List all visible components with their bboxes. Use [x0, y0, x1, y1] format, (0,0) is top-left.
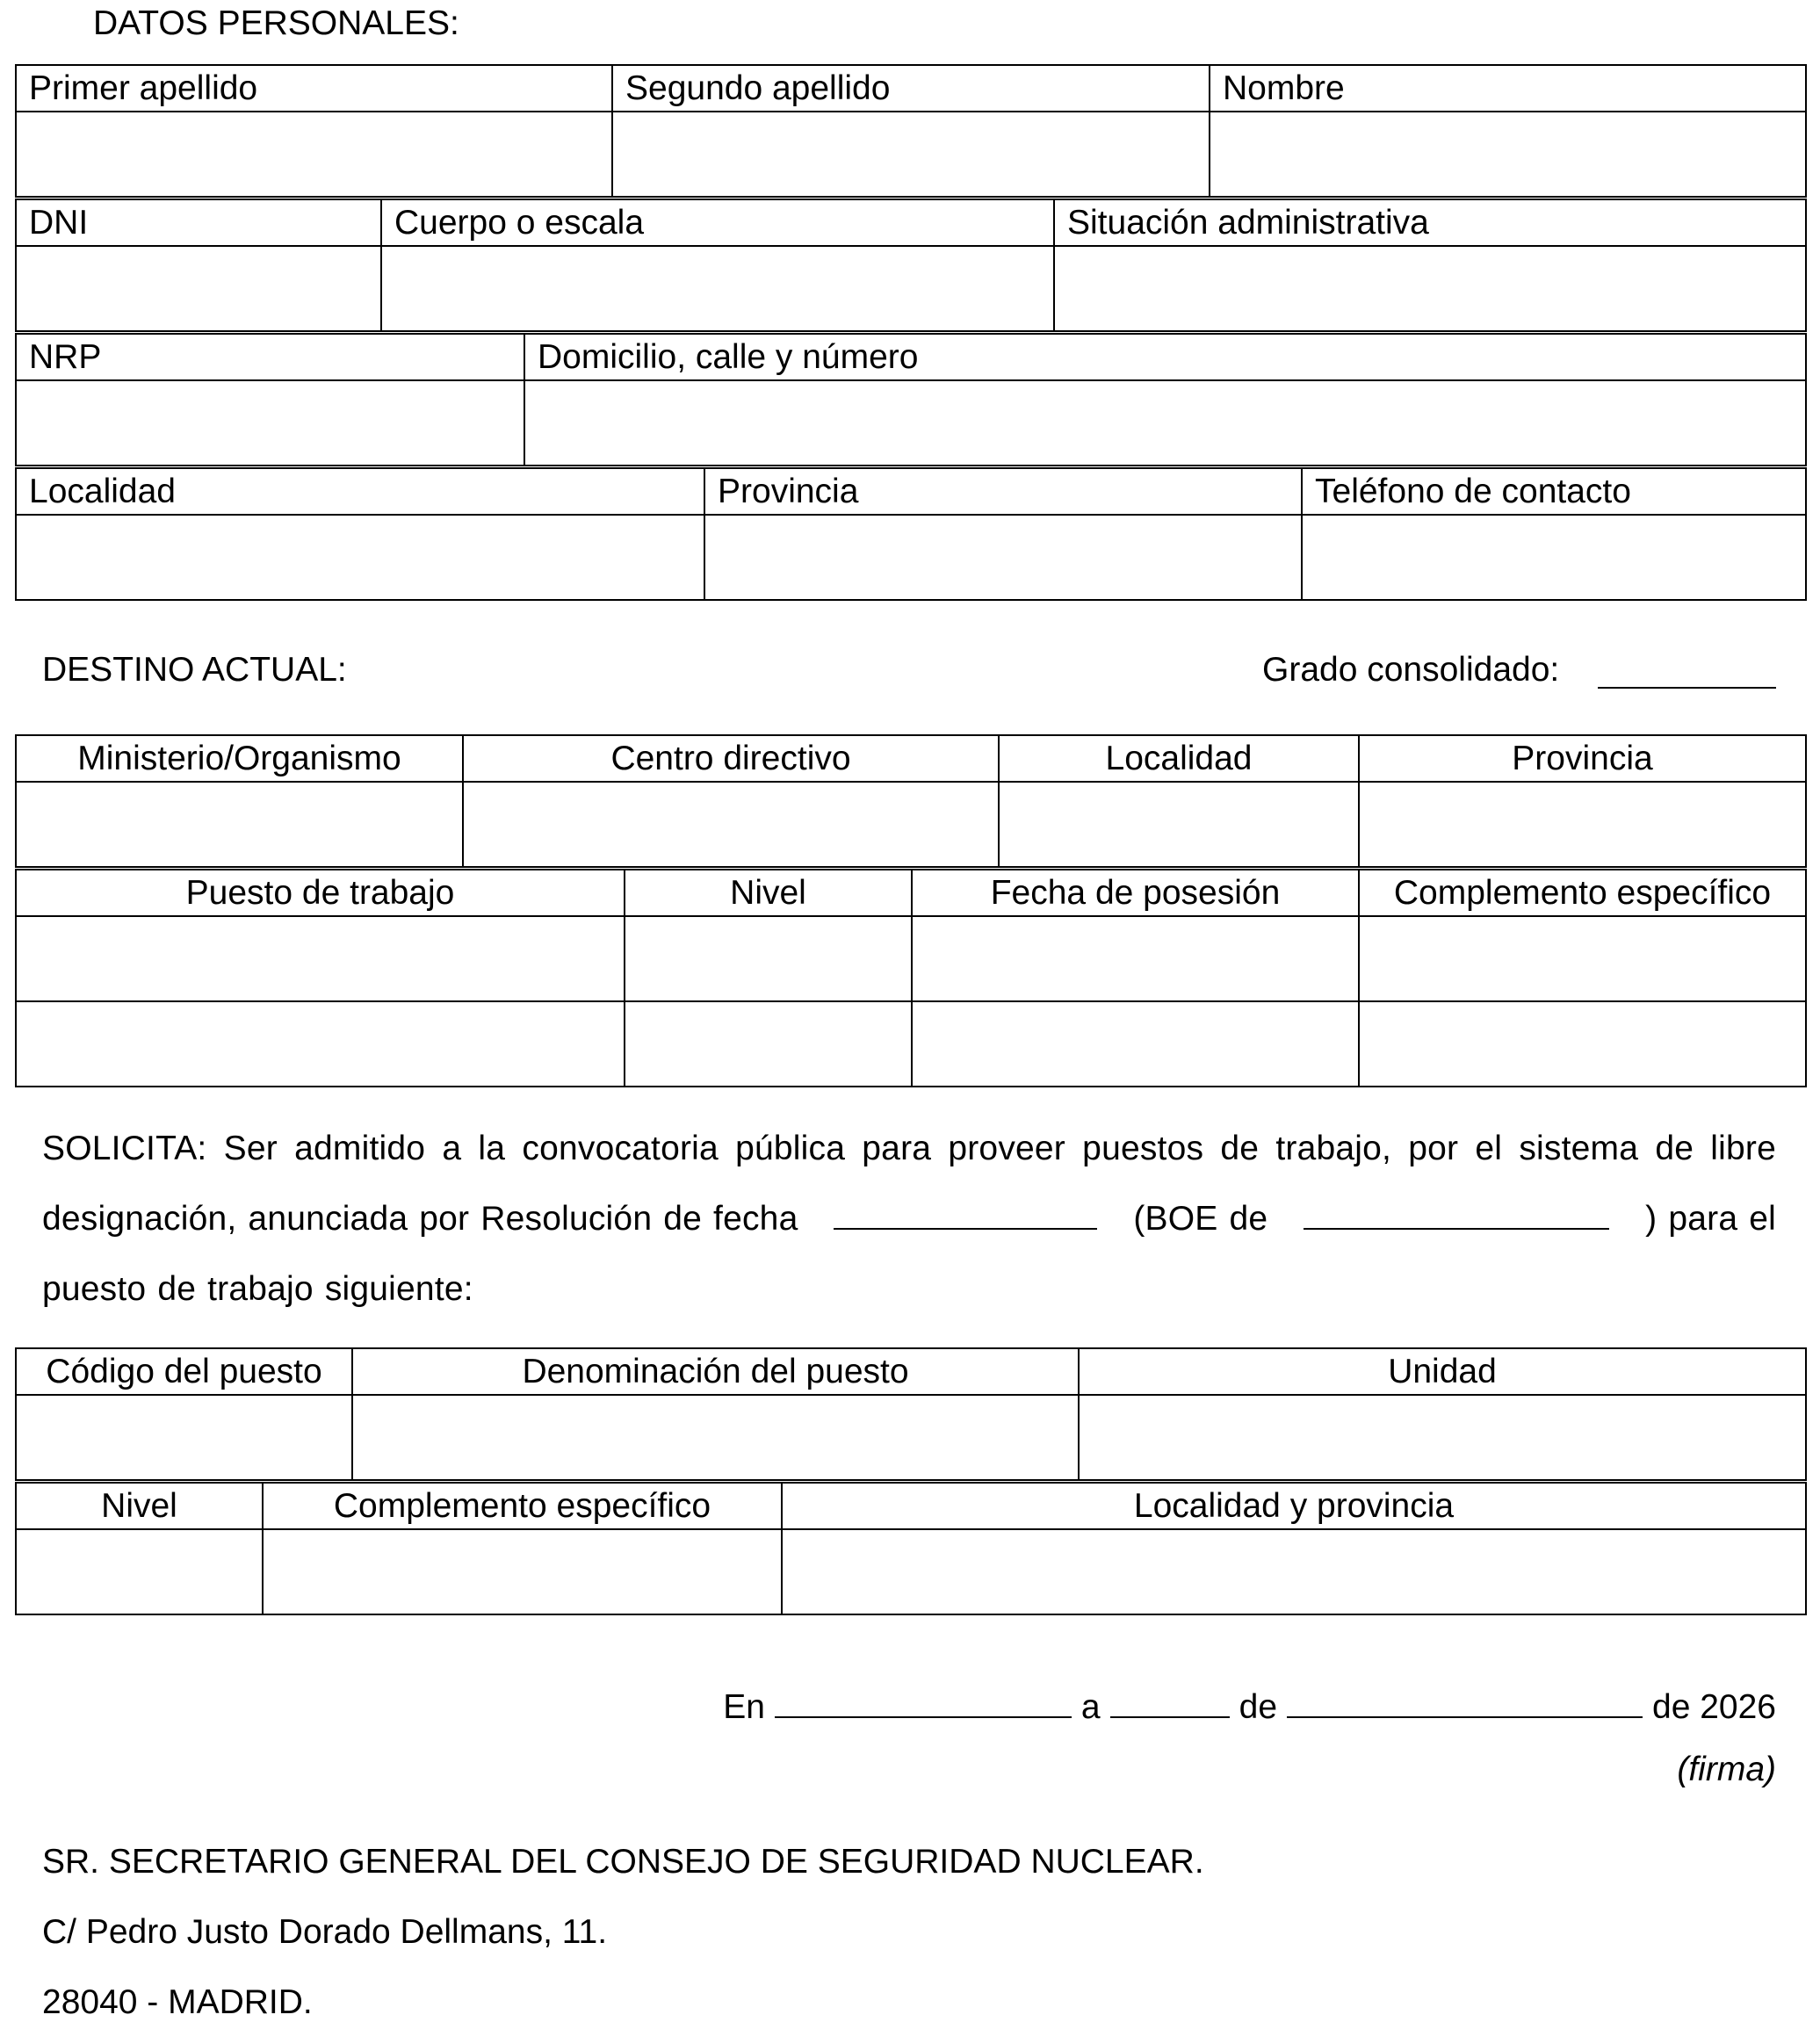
label-codigo-puesto: Código del puesto	[16, 1348, 352, 1395]
label-cuerpo-escala: Cuerpo o escala	[381, 199, 1054, 246]
destinatario-line-3: 28040 - MADRID.	[42, 1983, 313, 2021]
field-grado-consolidado[interactable]	[1598, 661, 1776, 689]
field-situacion-administrativa[interactable]	[1054, 246, 1806, 331]
puesto-table-2	[15, 1482, 1807, 1615]
label-denominacion-puesto: Denominación del puesto	[352, 1348, 1079, 1395]
field-cuerpo-escala[interactable]	[381, 246, 1054, 331]
field-ministerio-organismo[interactable]	[16, 782, 463, 867]
field-centro-directivo[interactable]	[463, 782, 999, 867]
field-complemento-especifico[interactable]	[1359, 916, 1806, 1001]
field-unidad[interactable]	[1079, 1395, 1806, 1480]
field-primer-apellido[interactable]	[16, 112, 612, 197]
label-domicilio: Domicilio, calle y número	[524, 334, 1806, 380]
solicita-paragraph	[42, 1114, 1776, 1325]
field-denominacion-puesto[interactable]	[352, 1395, 1079, 1480]
datos-personales-table-1	[15, 64, 1807, 198]
label-nivel: Nivel	[625, 870, 912, 916]
label-complemento-especifico: Complemento específico	[1359, 870, 1806, 916]
fecha-text-de: de	[1239, 1688, 1278, 1726]
field-destino-provincia[interactable]	[1359, 782, 1806, 867]
datos-personales-table-2	[15, 199, 1807, 332]
field-provincia[interactable]	[704, 515, 1302, 600]
field-fecha-posesion-2[interactable]	[912, 1001, 1359, 1087]
field-lugar[interactable]	[775, 1690, 1072, 1718]
label-destino-provincia: Provincia	[1359, 735, 1806, 782]
destino-actual-table-1	[15, 734, 1807, 868]
field-domicilio[interactable]	[524, 380, 1806, 466]
field-segundo-apellido[interactable]	[612, 112, 1210, 197]
section-title-datos-personales: DATOS PERSONALES:	[93, 4, 459, 42]
label-provincia: Provincia	[704, 468, 1302, 515]
field-localidad-provincia[interactable]	[782, 1529, 1806, 1614]
label-puesto-nivel: Nivel	[16, 1483, 263, 1529]
label-puesto-trabajo: Puesto de trabajo	[16, 870, 625, 916]
destinatario-line-1: SR. SECRETARIO GENERAL DEL CONSEJO DE SEGURIDAD NUCLEAR.	[42, 1843, 1204, 1881]
label-nombre: Nombre	[1210, 65, 1806, 112]
field-puesto-nivel[interactable]	[16, 1529, 263, 1614]
label-dni: DNI	[16, 199, 381, 246]
label-localidad: Localidad	[16, 468, 704, 515]
field-nombre[interactable]	[1210, 112, 1806, 197]
destinatario-line-2: C/ Pedro Justo Dorado Dellmans, 11.	[42, 1913, 608, 1951]
field-nivel-2[interactable]	[625, 1001, 912, 1087]
solicita-text-resolucion: designación, anunciada por Resolución de fecha	[42, 1200, 798, 1238]
field-puesto-trabajo-2[interactable]	[16, 1001, 625, 1087]
label-puesto-complemento: Complemento específico	[263, 1483, 782, 1529]
label-ministerio-organismo: Ministerio/Organismo	[16, 735, 463, 782]
section-title-destino-actual: DESTINO ACTUAL:	[42, 651, 347, 689]
label-telefono: Teléfono de contacto	[1302, 468, 1806, 515]
solicita-text-para-el: ) para el	[1645, 1200, 1776, 1238]
field-fecha-resolucion[interactable]	[834, 1202, 1097, 1230]
label-primer-apellido: Primer apellido	[16, 65, 612, 112]
solicita-text-boe: (BOE de	[1133, 1200, 1268, 1238]
field-fecha-posesion[interactable]	[912, 916, 1359, 1001]
field-mes[interactable]	[1287, 1690, 1643, 1718]
fecha-firma-line	[723, 1690, 1776, 1724]
field-nrp[interactable]	[16, 380, 524, 466]
field-dia[interactable]	[1110, 1690, 1230, 1718]
puesto-table-1	[15, 1347, 1807, 1481]
destino-actual-table-2	[15, 869, 1807, 1087]
fecha-text-a: a	[1080, 1688, 1101, 1726]
firma-label: (firma)	[1677, 1751, 1776, 1788]
datos-personales-table-4	[15, 467, 1807, 601]
field-localidad[interactable]	[16, 515, 704, 600]
label-localidad-provincia: Localidad y provincia	[782, 1483, 1806, 1529]
field-complemento-especifico-2[interactable]	[1359, 1001, 1806, 1087]
label-centro-directivo: Centro directivo	[463, 735, 999, 782]
label-grado-consolidado: Grado consolidado:	[1262, 651, 1560, 689]
solicita-line-2	[42, 1184, 1776, 1254]
label-destino-localidad: Localidad	[999, 735, 1359, 782]
field-dni[interactable]	[16, 246, 381, 331]
field-fecha-boe[interactable]	[1304, 1202, 1609, 1230]
label-fecha-posesion: Fecha de posesión	[912, 870, 1359, 916]
field-nivel[interactable]	[625, 916, 912, 1001]
field-codigo-puesto[interactable]	[16, 1395, 352, 1480]
label-unidad: Unidad	[1079, 1348, 1806, 1395]
label-nrp: NRP	[16, 334, 524, 380]
field-puesto-trabajo[interactable]	[16, 916, 625, 1001]
label-situacion-administrativa: Situación administrativa	[1054, 199, 1806, 246]
solicita-line-1: SOLICITA: Ser admitido a la convocatoria pública para proveer puestos de trabajo, por el sistema de libre	[42, 1130, 1776, 1167]
label-segundo-apellido: Segundo apellido	[612, 65, 1210, 112]
datos-personales-table-3	[15, 333, 1807, 466]
field-puesto-complemento[interactable]	[263, 1529, 782, 1614]
solicita-line-3: puesto de trabajo siguiente:	[42, 1270, 473, 1308]
field-telefono[interactable]	[1302, 515, 1806, 600]
field-destino-localidad[interactable]	[999, 782, 1359, 867]
fecha-text-en: En	[723, 1688, 765, 1726]
fecha-text-year: de 2026	[1652, 1688, 1776, 1726]
